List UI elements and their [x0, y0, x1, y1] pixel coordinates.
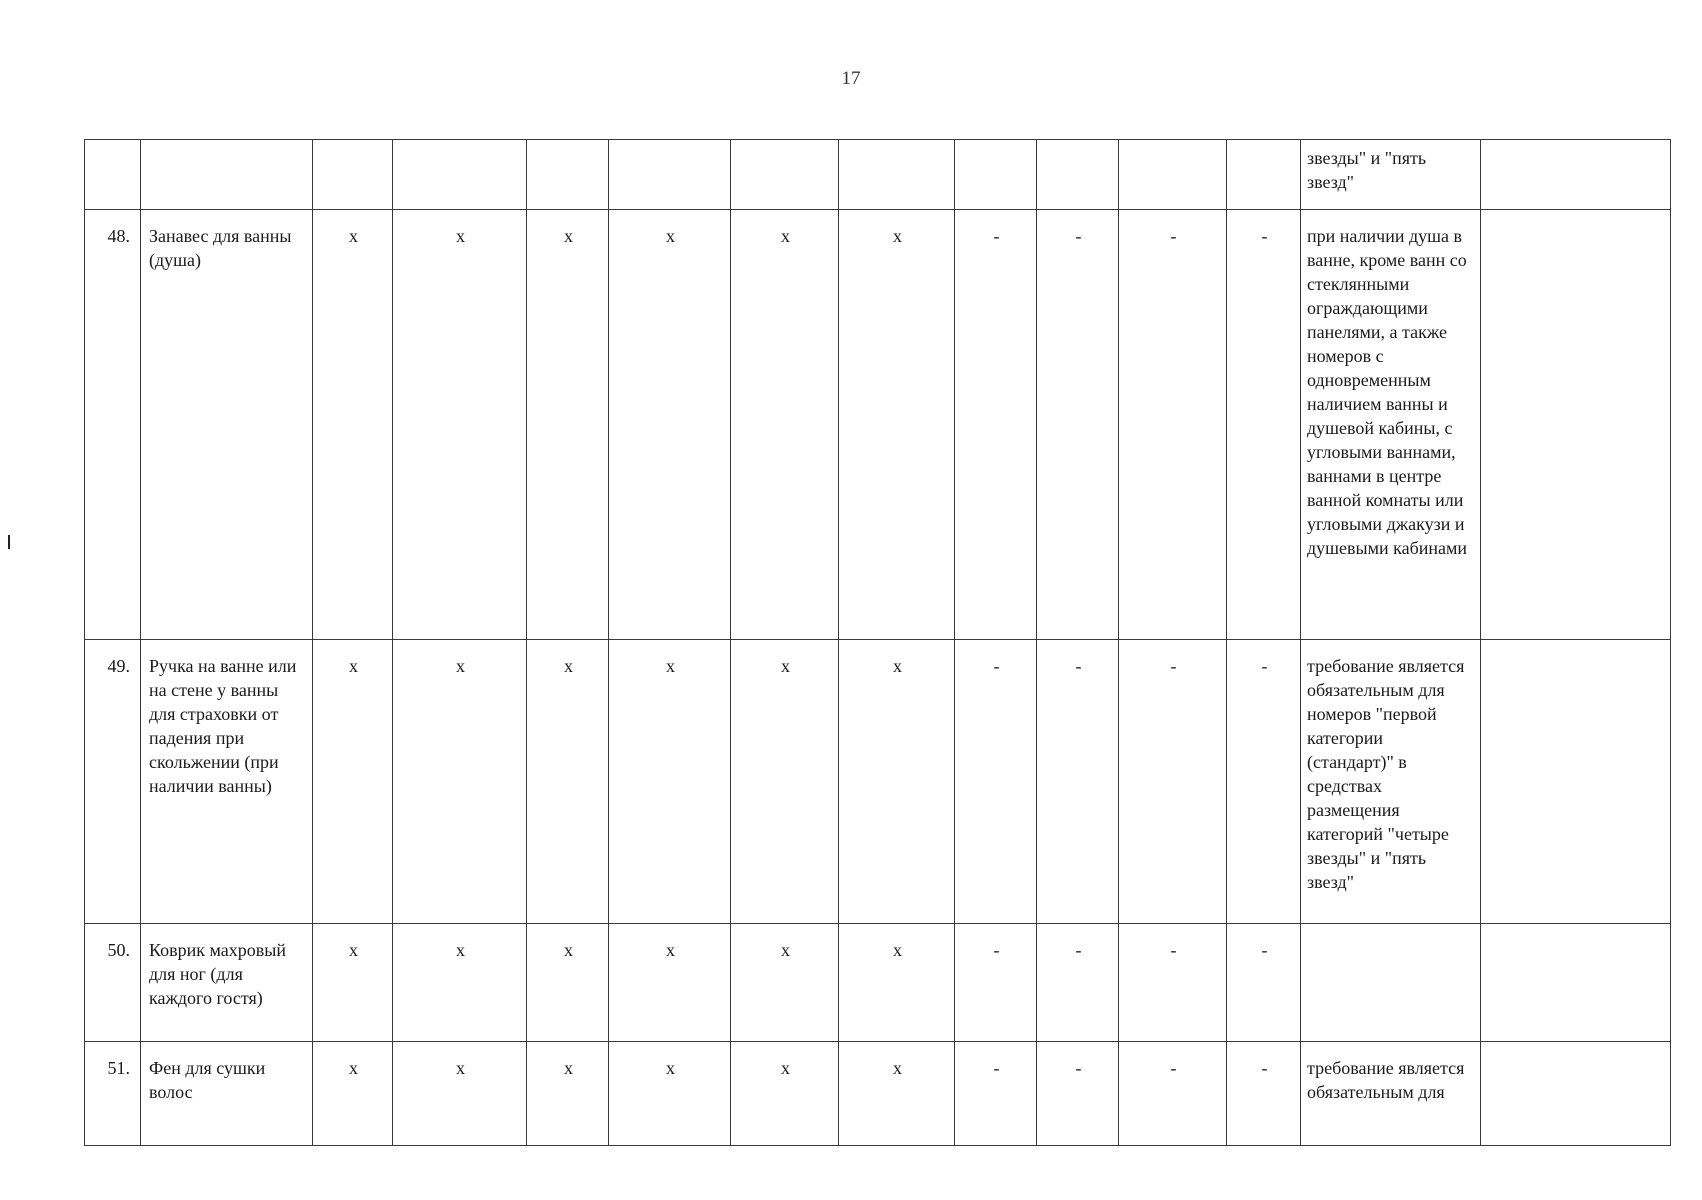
row-mark: x	[609, 210, 731, 640]
row-mark: -	[1227, 210, 1301, 640]
table-row	[85, 140, 1671, 210]
row-name: Занавес для ванны (душа)	[141, 210, 313, 640]
row-mark	[609, 140, 731, 210]
row-mark	[1037, 140, 1119, 210]
row-mark: -	[1119, 1042, 1227, 1146]
row-mark: -	[955, 640, 1037, 924]
row-mark: -	[1119, 640, 1227, 924]
row-mark: -	[1119, 210, 1227, 640]
row-mark: x	[527, 640, 609, 924]
row-mark: x	[731, 1042, 839, 1146]
row-mark: x	[731, 924, 839, 1042]
row-mark: -	[1037, 924, 1119, 1042]
row-mark	[731, 140, 839, 210]
row-mark: x	[609, 924, 731, 1042]
row-mark: x	[527, 210, 609, 640]
row-number: 48.	[85, 210, 141, 640]
row-mark: x	[313, 1042, 393, 1146]
row-number: 50.	[85, 924, 141, 1042]
scan-edge-mark	[8, 535, 10, 549]
row-mark: -	[1119, 924, 1227, 1042]
row-mark: -	[1227, 640, 1301, 924]
row-mark: x	[731, 640, 839, 924]
row-note: требование является обязательным для номеров "первой категории (стандарт)" в средствах размещения категорий "четыре звезды" и "пять звезд"	[1301, 640, 1481, 924]
row-number	[85, 140, 141, 210]
row-mark	[313, 140, 393, 210]
row-mark: x	[393, 640, 527, 924]
row-mark	[1119, 140, 1227, 210]
row-note	[1301, 924, 1481, 1042]
row-mark: x	[527, 1042, 609, 1146]
row-mark: x	[839, 640, 955, 924]
row-last	[1481, 924, 1671, 1042]
row-mark: -	[1037, 210, 1119, 640]
row-mark: -	[955, 210, 1037, 640]
row-last	[1481, 1042, 1671, 1146]
row-mark: -	[955, 924, 1037, 1042]
row-mark	[955, 140, 1037, 210]
table-body	[85, 140, 1671, 1146]
row-number: 49.	[85, 640, 141, 924]
page-number: 17	[841, 68, 861, 89]
row-last	[1481, 210, 1671, 640]
requirements-table	[84, 139, 1671, 1146]
row-mark: x	[393, 1042, 527, 1146]
row-mark	[527, 140, 609, 210]
row-mark: x	[313, 210, 393, 640]
row-mark: x	[393, 210, 527, 640]
row-mark	[839, 140, 955, 210]
row-mark	[1227, 140, 1301, 210]
row-last	[1481, 140, 1671, 210]
row-mark: -	[955, 1042, 1037, 1146]
row-mark: x	[731, 210, 839, 640]
row-name: Фен для сушки волос	[141, 1042, 313, 1146]
table-row	[85, 924, 1671, 1042]
row-mark: x	[839, 210, 955, 640]
table-row	[85, 210, 1671, 640]
row-mark: x	[393, 924, 527, 1042]
row-note: при наличии душа в ванне, кроме ванн со стеклянными ограждающими панелями, а также номеров с одновременным наличием ванны и душевой кабины, с угловыми ваннами, ваннами в центре ванной комнаты или угловыми джакузи и душевыми кабинами	[1301, 210, 1481, 640]
row-number: 51.	[85, 1042, 141, 1146]
row-name: Коврик махровый для ног (для каждого гостя)	[141, 924, 313, 1042]
row-mark: -	[1227, 924, 1301, 1042]
row-mark: x	[609, 640, 731, 924]
row-mark: -	[1037, 1042, 1119, 1146]
table-row	[85, 640, 1671, 924]
row-mark: -	[1037, 640, 1119, 924]
row-mark: x	[313, 640, 393, 924]
row-mark: x	[609, 1042, 731, 1146]
row-mark: x	[839, 924, 955, 1042]
row-mark: -	[1227, 1042, 1301, 1146]
table-row	[85, 1042, 1671, 1146]
row-name: Ручка на ванне или на стене у ванны для страховки от падения при скольжении (при наличии ванны)	[141, 640, 313, 924]
row-mark: x	[839, 1042, 955, 1146]
row-mark: x	[313, 924, 393, 1042]
row-mark: x	[527, 924, 609, 1042]
row-mark	[393, 140, 527, 210]
row-note: звезды" и "пять звезд"	[1301, 140, 1481, 210]
row-note: требование является обязательным для	[1301, 1042, 1481, 1146]
row-name	[141, 140, 313, 210]
row-last	[1481, 640, 1671, 924]
